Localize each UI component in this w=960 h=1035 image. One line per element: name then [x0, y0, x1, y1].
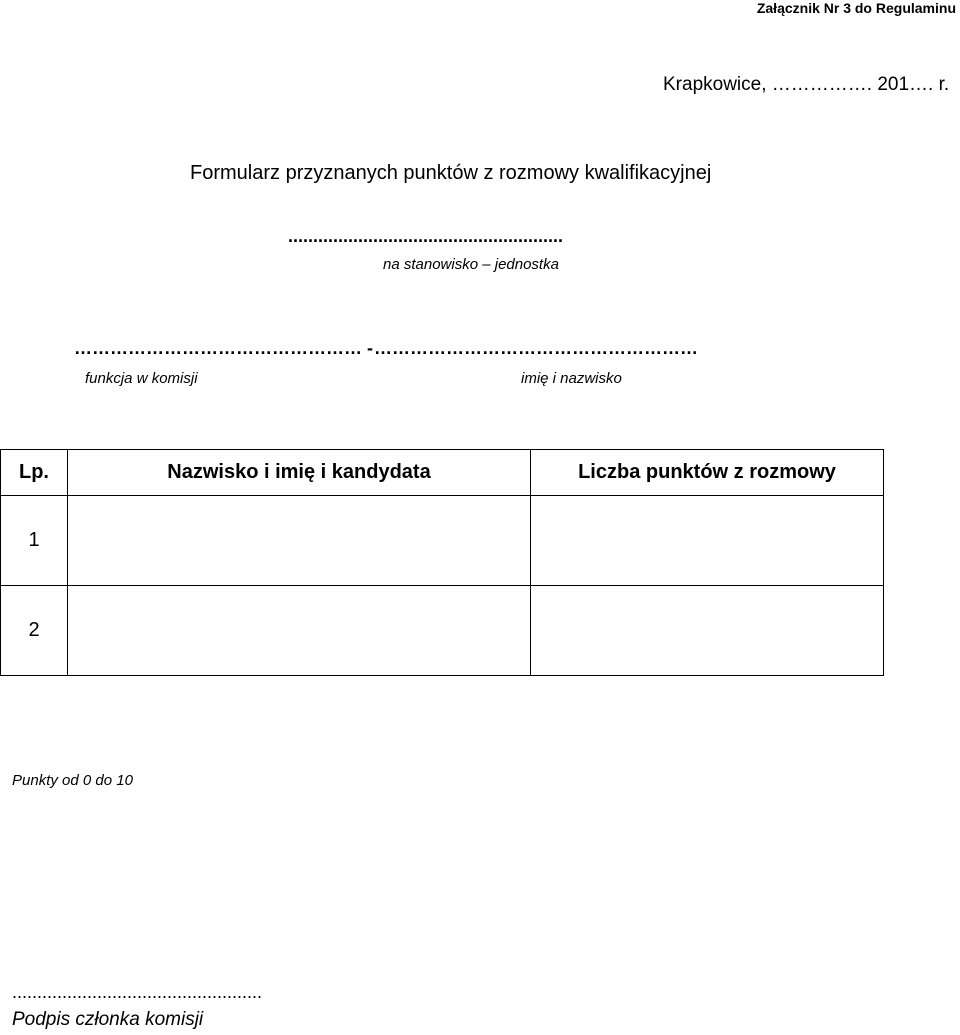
position-caption: na stanowisko – jednostka	[383, 256, 559, 273]
function-caption: funkcja w komisji	[85, 370, 198, 387]
table-header-row	[1, 450, 884, 496]
name-fill-line: ………………………………………………	[374, 338, 698, 358]
header-lp: Lp.	[1, 450, 68, 496]
header-candidate-name: Nazwisko i imię i kandydata	[68, 450, 531, 496]
annex-label: Załącznik Nr 3 do Regulaminu	[756, 0, 956, 16]
function-fill-line: ………………………………………… -	[74, 338, 373, 358]
position-fill-line: .......................................................	[288, 226, 564, 246]
row-number: 1	[1, 496, 68, 586]
points-cell	[531, 496, 884, 586]
name-caption: imię i nazwisko	[521, 370, 622, 387]
header-points: Liczba punktów z rozmowy	[531, 450, 884, 496]
points-range-note: Punkty od 0 do 10	[12, 772, 133, 789]
place-date-line: Krapkowice, ……………. 201…. r.	[663, 74, 950, 95]
candidate-name-cell	[68, 586, 531, 676]
form-title: Formularz przyznanych punktów z rozmowy kwalifikacyjnej	[190, 162, 712, 184]
signature-caption: Podpis członka komisji	[12, 1009, 204, 1030]
candidates-table	[0, 449, 884, 676]
table-row	[1, 496, 884, 586]
points-cell	[531, 586, 884, 676]
row-number: 2	[1, 586, 68, 676]
signature-fill-line: ..................................................	[12, 982, 263, 1002]
candidate-name-cell	[68, 496, 531, 586]
table-row	[1, 586, 884, 676]
